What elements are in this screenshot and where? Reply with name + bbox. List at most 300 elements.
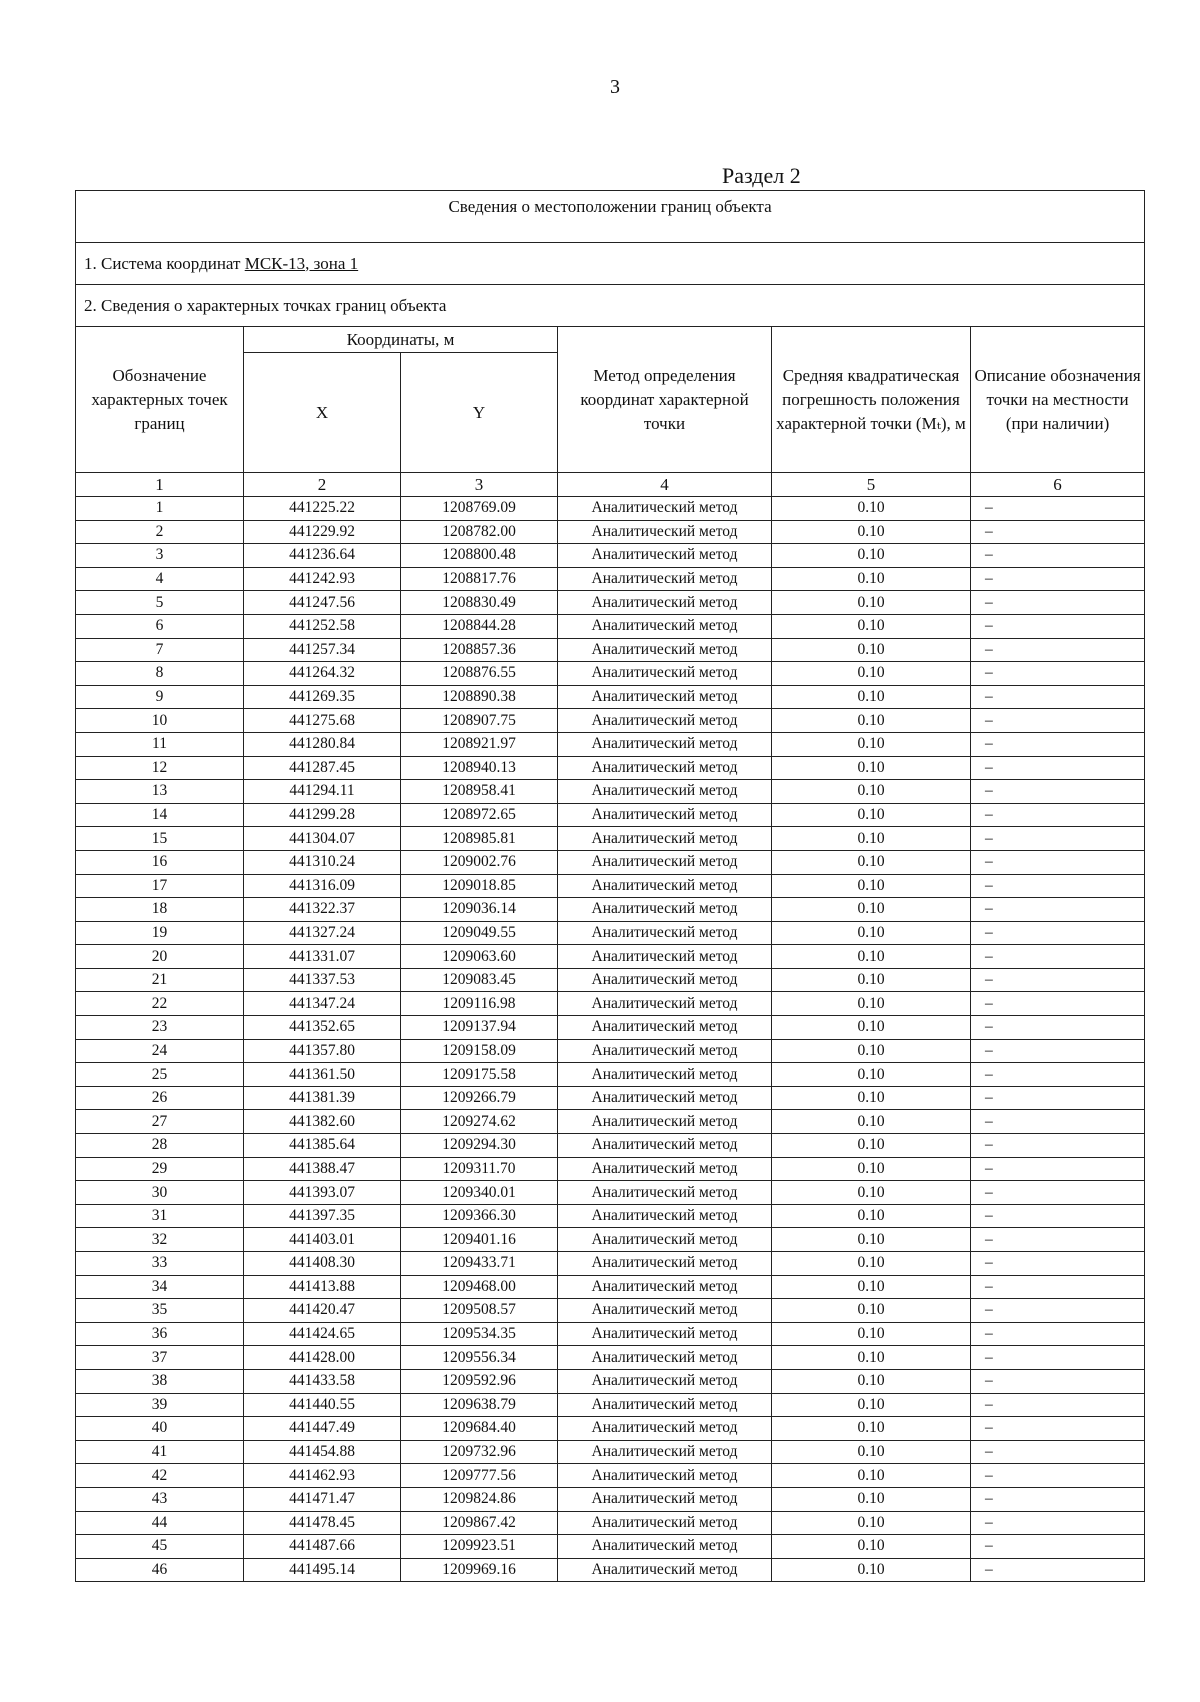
x-coordinate-cell: 441487.66 (244, 1535, 401, 1559)
point-number-cell: 22 (76, 992, 244, 1016)
description-cell: – (971, 1086, 1145, 1110)
point-number-cell: 9 (76, 685, 244, 709)
x-coordinate-cell: 441337.53 (244, 968, 401, 992)
error-cell: 0.10 (772, 898, 971, 922)
point-number-cell: 33 (76, 1252, 244, 1276)
description-cell: – (971, 709, 1145, 733)
coord-system-value: МСК-13, зона 1 (244, 253, 359, 273)
description-cell: – (971, 614, 1145, 638)
method-cell: Аналитический метод (558, 1511, 772, 1535)
column-number: 5 (772, 473, 971, 497)
point-number-cell: 39 (76, 1393, 244, 1417)
point-number-cell: 44 (76, 1511, 244, 1535)
table-row (76, 1511, 1145, 1535)
error-cell: 0.10 (772, 756, 971, 780)
point-number-cell: 37 (76, 1346, 244, 1370)
table-row (76, 1299, 1145, 1323)
table-row (76, 1464, 1145, 1488)
error-cell: 0.10 (772, 850, 971, 874)
table-row (76, 1535, 1145, 1559)
point-number-cell: 12 (76, 756, 244, 780)
y-coordinate-cell: 1209824.86 (401, 1487, 558, 1511)
y-coordinate-cell: 1208769.09 (401, 497, 558, 521)
description-cell: – (971, 1346, 1145, 1370)
y-coordinate-cell: 1209036.14 (401, 898, 558, 922)
method-cell: Аналитический метод (558, 968, 772, 992)
error-cell: 0.10 (772, 1134, 971, 1158)
x-coordinate-cell: 441413.88 (244, 1275, 401, 1299)
description-cell: – (971, 756, 1145, 780)
x-coordinate-cell: 441257.34 (244, 638, 401, 662)
error-cell: 0.10 (772, 1063, 971, 1087)
y-coordinate-cell: 1209116.98 (401, 992, 558, 1016)
description-cell: – (971, 685, 1145, 709)
description-cell: – (971, 1016, 1145, 1040)
x-coordinate-cell: 441275.68 (244, 709, 401, 733)
table-row (76, 1346, 1145, 1370)
table-row (76, 827, 1145, 851)
table-row (76, 898, 1145, 922)
x-coordinate-cell: 441269.35 (244, 685, 401, 709)
point-number-cell: 19 (76, 921, 244, 945)
error-cell: 0.10 (772, 945, 971, 969)
description-cell: – (971, 1134, 1145, 1158)
point-number-cell: 38 (76, 1369, 244, 1393)
error-cell: 0.10 (772, 1275, 971, 1299)
point-number-cell: 29 (76, 1157, 244, 1181)
y-coordinate-cell: 1209556.34 (401, 1346, 558, 1370)
point-number-cell: 10 (76, 709, 244, 733)
description-cell: – (971, 1157, 1145, 1181)
header-error: Средняя квадратическая погрешность положения характерной точки (Mₜ), м (772, 327, 971, 473)
point-number-cell: 30 (76, 1181, 244, 1205)
column-number: 4 (558, 473, 772, 497)
error-cell: 0.10 (772, 638, 971, 662)
method-cell: Аналитический метод (558, 1016, 772, 1040)
y-coordinate-cell: 1209366.30 (401, 1204, 558, 1228)
y-coordinate-cell: 1209592.96 (401, 1369, 558, 1393)
y-coordinate-cell: 1209508.57 (401, 1299, 558, 1323)
error-cell: 0.10 (772, 780, 971, 804)
description-cell: – (971, 1487, 1145, 1511)
y-coordinate-cell: 1208985.81 (401, 827, 558, 851)
method-cell: Аналитический метод (558, 1204, 772, 1228)
error-cell: 0.10 (772, 1417, 971, 1441)
error-cell: 0.10 (772, 1535, 971, 1559)
y-coordinate-cell: 1208876.55 (401, 662, 558, 686)
x-coordinate-cell: 441280.84 (244, 732, 401, 756)
table-row (76, 1275, 1145, 1299)
header-point: Обозначение характерных точек границ (76, 327, 244, 473)
description-cell: – (971, 1204, 1145, 1228)
x-coordinate-cell: 441447.49 (244, 1417, 401, 1441)
y-coordinate-cell: 1209018.85 (401, 874, 558, 898)
table-row (76, 850, 1145, 874)
x-coordinate-cell: 441327.24 (244, 921, 401, 945)
point-number-cell: 7 (76, 638, 244, 662)
error-cell: 0.10 (772, 874, 971, 898)
error-cell: 0.10 (772, 992, 971, 1016)
x-coordinate-cell: 441242.93 (244, 567, 401, 591)
error-cell: 0.10 (772, 544, 971, 568)
description-cell: – (971, 1039, 1145, 1063)
method-cell: Аналитический метод (558, 1252, 772, 1276)
method-cell: Аналитический метод (558, 497, 772, 521)
error-cell: 0.10 (772, 1016, 971, 1040)
error-cell: 0.10 (772, 1181, 971, 1205)
description-cell: – (971, 921, 1145, 945)
error-cell: 0.10 (772, 497, 971, 521)
y-coordinate-cell: 1209923.51 (401, 1535, 558, 1559)
y-coordinate-cell: 1209083.45 (401, 968, 558, 992)
y-coordinate-cell: 1209340.01 (401, 1181, 558, 1205)
point-number-cell: 36 (76, 1322, 244, 1346)
y-coordinate-cell: 1208782.00 (401, 520, 558, 544)
error-cell: 0.10 (772, 1110, 971, 1134)
error-cell: 0.10 (772, 1252, 971, 1276)
error-cell: 0.10 (772, 614, 971, 638)
coord-system-row (76, 243, 1145, 285)
y-coordinate-cell: 1209274.62 (401, 1110, 558, 1134)
error-cell: 0.10 (772, 567, 971, 591)
x-coordinate-cell: 441299.28 (244, 803, 401, 827)
x-coordinate-cell: 441252.58 (244, 614, 401, 638)
description-cell: – (971, 732, 1145, 756)
point-number-cell: 16 (76, 850, 244, 874)
x-coordinate-cell: 441264.32 (244, 662, 401, 686)
point-number-cell: 40 (76, 1417, 244, 1441)
error-cell: 0.10 (772, 803, 971, 827)
point-number-cell: 28 (76, 1134, 244, 1158)
point-number-cell: 3 (76, 544, 244, 568)
point-number-cell: 32 (76, 1228, 244, 1252)
x-coordinate-cell: 441403.01 (244, 1228, 401, 1252)
table-row (76, 1487, 1145, 1511)
description-cell: – (971, 662, 1145, 686)
table-row (76, 1204, 1145, 1228)
error-cell: 0.10 (772, 662, 971, 686)
method-cell: Аналитический метод (558, 1299, 772, 1323)
table-row (76, 520, 1145, 544)
description-cell: – (971, 992, 1145, 1016)
header-y: Y (401, 353, 558, 473)
description-cell: – (971, 1417, 1145, 1441)
point-number-cell: 17 (76, 874, 244, 898)
table-row (76, 591, 1145, 615)
error-cell: 0.10 (772, 709, 971, 733)
table-row (76, 567, 1145, 591)
description-cell: – (971, 1393, 1145, 1417)
y-coordinate-cell: 1209175.58 (401, 1063, 558, 1087)
column-number: 3 (401, 473, 558, 497)
error-cell: 0.10 (772, 1464, 971, 1488)
table-row (76, 709, 1145, 733)
x-coordinate-cell: 441236.64 (244, 544, 401, 568)
y-coordinate-cell: 1209401.16 (401, 1228, 558, 1252)
table-row (76, 1228, 1145, 1252)
x-coordinate-cell: 441294.11 (244, 780, 401, 804)
method-cell: Аналитический метод (558, 1322, 772, 1346)
x-coordinate-cell: 441408.30 (244, 1252, 401, 1276)
table-row (76, 803, 1145, 827)
table-row (76, 968, 1145, 992)
method-cell: Аналитический метод (558, 567, 772, 591)
description-cell: – (971, 520, 1145, 544)
x-coordinate-cell: 441381.39 (244, 1086, 401, 1110)
description-cell: – (971, 1063, 1145, 1087)
table-row (76, 1252, 1145, 1276)
description-cell: – (971, 1440, 1145, 1464)
error-cell: 0.10 (772, 968, 971, 992)
table-row (76, 1417, 1145, 1441)
y-coordinate-cell: 1209002.76 (401, 850, 558, 874)
description-cell: – (971, 1299, 1145, 1323)
table-row (76, 992, 1145, 1016)
point-number-cell: 31 (76, 1204, 244, 1228)
error-cell: 0.10 (772, 1086, 971, 1110)
y-coordinate-cell: 1209867.42 (401, 1511, 558, 1535)
error-cell: 0.10 (772, 1393, 971, 1417)
error-cell: 0.10 (772, 1487, 971, 1511)
y-coordinate-cell: 1208857.36 (401, 638, 558, 662)
y-coordinate-cell: 1209433.71 (401, 1252, 558, 1276)
description-cell: – (971, 1110, 1145, 1134)
method-cell: Аналитический метод (558, 662, 772, 686)
y-coordinate-cell: 1209311.70 (401, 1157, 558, 1181)
error-cell: 0.10 (772, 1039, 971, 1063)
y-coordinate-cell: 1209969.16 (401, 1558, 558, 1582)
point-number-cell: 46 (76, 1558, 244, 1582)
method-cell: Аналитический метод (558, 803, 772, 827)
point-number-cell: 43 (76, 1487, 244, 1511)
header-method: Метод определения координат характерной точки (558, 327, 772, 473)
description-cell: – (971, 1252, 1145, 1276)
column-number: 1 (76, 473, 244, 497)
description-cell: – (971, 874, 1145, 898)
table-row (76, 756, 1145, 780)
description-cell: – (971, 567, 1145, 591)
x-coordinate-cell: 441420.47 (244, 1299, 401, 1323)
error-cell: 0.10 (772, 1299, 971, 1323)
point-number-cell: 5 (76, 591, 244, 615)
method-cell: Аналитический метод (558, 1417, 772, 1441)
x-coordinate-cell: 441225.22 (244, 497, 401, 521)
method-cell: Аналитический метод (558, 544, 772, 568)
table-row (76, 1393, 1145, 1417)
method-cell: Аналитический метод (558, 874, 772, 898)
method-cell: Аналитический метод (558, 614, 772, 638)
y-coordinate-cell: 1208817.76 (401, 567, 558, 591)
method-cell: Аналитический метод (558, 1110, 772, 1134)
y-coordinate-cell: 1209266.79 (401, 1086, 558, 1110)
boundary-table (75, 190, 1145, 1582)
point-number-cell: 14 (76, 803, 244, 827)
description-cell: – (971, 1322, 1145, 1346)
method-cell: Аналитический метод (558, 591, 772, 615)
x-coordinate-cell: 441357.80 (244, 1039, 401, 1063)
x-coordinate-cell: 441382.60 (244, 1110, 401, 1134)
error-cell: 0.10 (772, 1369, 971, 1393)
description-cell: – (971, 780, 1145, 804)
point-number-cell: 20 (76, 945, 244, 969)
description-cell: – (971, 1535, 1145, 1559)
description-cell: – (971, 827, 1145, 851)
error-cell: 0.10 (772, 1228, 971, 1252)
method-cell: Аналитический метод (558, 685, 772, 709)
method-cell: Аналитический метод (558, 1134, 772, 1158)
method-cell: Аналитический метод (558, 1275, 772, 1299)
table-title: Сведения о местоположении границ объекта (76, 191, 1145, 243)
table-row (76, 732, 1145, 756)
point-number-cell: 6 (76, 614, 244, 638)
header-description: Описание обозначения точки на местности (при наличии) (971, 327, 1145, 473)
method-cell: Аналитический метод (558, 850, 772, 874)
x-coordinate-cell: 441393.07 (244, 1181, 401, 1205)
table-row (76, 921, 1145, 945)
error-cell: 0.10 (772, 1511, 971, 1535)
y-coordinate-cell: 1208940.13 (401, 756, 558, 780)
y-coordinate-cell: 1209777.56 (401, 1464, 558, 1488)
error-cell: 0.10 (772, 827, 971, 851)
x-coordinate-cell: 441428.00 (244, 1346, 401, 1370)
description-cell: – (971, 803, 1145, 827)
x-coordinate-cell: 441322.37 (244, 898, 401, 922)
x-coordinate-cell: 441388.47 (244, 1157, 401, 1181)
y-coordinate-cell: 1209294.30 (401, 1134, 558, 1158)
table-row (76, 1063, 1145, 1087)
error-cell: 0.10 (772, 921, 971, 945)
method-cell: Аналитический метод (558, 1464, 772, 1488)
y-coordinate-cell: 1208890.38 (401, 685, 558, 709)
y-coordinate-cell: 1208921.97 (401, 732, 558, 756)
error-cell: 0.10 (772, 1346, 971, 1370)
y-coordinate-cell: 1208800.48 (401, 544, 558, 568)
table-row (76, 1558, 1145, 1582)
description-cell: – (971, 638, 1145, 662)
point-number-cell: 26 (76, 1086, 244, 1110)
points-table-body (76, 497, 1145, 1582)
method-cell: Аналитический метод (558, 756, 772, 780)
point-number-cell: 23 (76, 1016, 244, 1040)
section-title: Раздел 2 (722, 163, 801, 188)
table-row (76, 1322, 1145, 1346)
error-cell: 0.10 (772, 1157, 971, 1181)
method-cell: Аналитический метод (558, 1346, 772, 1370)
x-coordinate-cell: 441287.45 (244, 756, 401, 780)
method-cell: Аналитический метод (558, 732, 772, 756)
point-number-cell: 18 (76, 898, 244, 922)
description-cell: – (971, 1558, 1145, 1582)
y-coordinate-cell: 1209158.09 (401, 1039, 558, 1063)
x-coordinate-cell: 441304.07 (244, 827, 401, 851)
point-number-cell: 24 (76, 1039, 244, 1063)
description-cell: – (971, 1228, 1145, 1252)
x-coordinate-cell: 441347.24 (244, 992, 401, 1016)
x-coordinate-cell: 441352.65 (244, 1016, 401, 1040)
point-number-cell: 45 (76, 1535, 244, 1559)
x-coordinate-cell: 441229.92 (244, 520, 401, 544)
method-cell: Аналитический метод (558, 1369, 772, 1393)
y-coordinate-cell: 1209468.00 (401, 1275, 558, 1299)
error-cell: 0.10 (772, 1322, 971, 1346)
method-cell: Аналитический метод (558, 1558, 772, 1582)
method-cell: Аналитический метод (558, 1228, 772, 1252)
y-coordinate-cell: 1208830.49 (401, 591, 558, 615)
header-x: X (244, 353, 401, 473)
error-cell: 0.10 (772, 732, 971, 756)
point-number-cell: 4 (76, 567, 244, 591)
error-cell: 0.10 (772, 591, 971, 615)
x-coordinate-cell: 441424.65 (244, 1322, 401, 1346)
x-coordinate-cell: 441316.09 (244, 874, 401, 898)
method-cell: Аналитический метод (558, 1535, 772, 1559)
description-cell: – (971, 497, 1145, 521)
method-cell: Аналитический метод (558, 1440, 772, 1464)
description-cell: – (971, 1275, 1145, 1299)
y-coordinate-cell: 1209684.40 (401, 1417, 558, 1441)
y-coordinate-cell: 1209063.60 (401, 945, 558, 969)
x-coordinate-cell: 441495.14 (244, 1558, 401, 1582)
y-coordinate-cell: 1209534.35 (401, 1322, 558, 1346)
table-row (76, 874, 1145, 898)
method-cell: Аналитический метод (558, 921, 772, 945)
point-number-cell: 1 (76, 497, 244, 521)
description-cell: – (971, 1369, 1145, 1393)
column-number: 6 (971, 473, 1145, 497)
description-cell: – (971, 1181, 1145, 1205)
table-row (76, 1157, 1145, 1181)
table-row (76, 1110, 1145, 1134)
table-row (76, 1086, 1145, 1110)
method-cell: Аналитический метод (558, 945, 772, 969)
table-row (76, 1440, 1145, 1464)
table-row (76, 638, 1145, 662)
x-coordinate-cell: 441397.35 (244, 1204, 401, 1228)
x-coordinate-cell: 441310.24 (244, 850, 401, 874)
error-cell: 0.10 (772, 1440, 971, 1464)
y-coordinate-cell: 1209638.79 (401, 1393, 558, 1417)
point-number-cell: 21 (76, 968, 244, 992)
point-number-cell: 15 (76, 827, 244, 851)
method-cell: Аналитический метод (558, 1487, 772, 1511)
y-coordinate-cell: 1208844.28 (401, 614, 558, 638)
description-cell: – (971, 898, 1145, 922)
description-cell: – (971, 968, 1145, 992)
x-coordinate-cell: 441331.07 (244, 945, 401, 969)
description-cell: – (971, 544, 1145, 568)
point-number-cell: 2 (76, 520, 244, 544)
table-row (76, 1369, 1145, 1393)
table-row (76, 1016, 1145, 1040)
x-coordinate-cell: 441454.88 (244, 1440, 401, 1464)
table-row (76, 685, 1145, 709)
error-cell: 0.10 (772, 520, 971, 544)
method-cell: Аналитический метод (558, 638, 772, 662)
method-cell: Аналитический метод (558, 1157, 772, 1181)
description-cell: – (971, 850, 1145, 874)
method-cell: Аналитический метод (558, 709, 772, 733)
point-number-cell: 27 (76, 1110, 244, 1134)
table-row (76, 780, 1145, 804)
x-coordinate-cell: 441385.64 (244, 1134, 401, 1158)
x-coordinate-cell: 441471.47 (244, 1487, 401, 1511)
page-number: 3 (610, 76, 620, 98)
description-cell: – (971, 1464, 1145, 1488)
table-row (76, 497, 1145, 521)
error-cell: 0.10 (772, 685, 971, 709)
table-row (76, 662, 1145, 686)
error-cell: 0.10 (772, 1204, 971, 1228)
